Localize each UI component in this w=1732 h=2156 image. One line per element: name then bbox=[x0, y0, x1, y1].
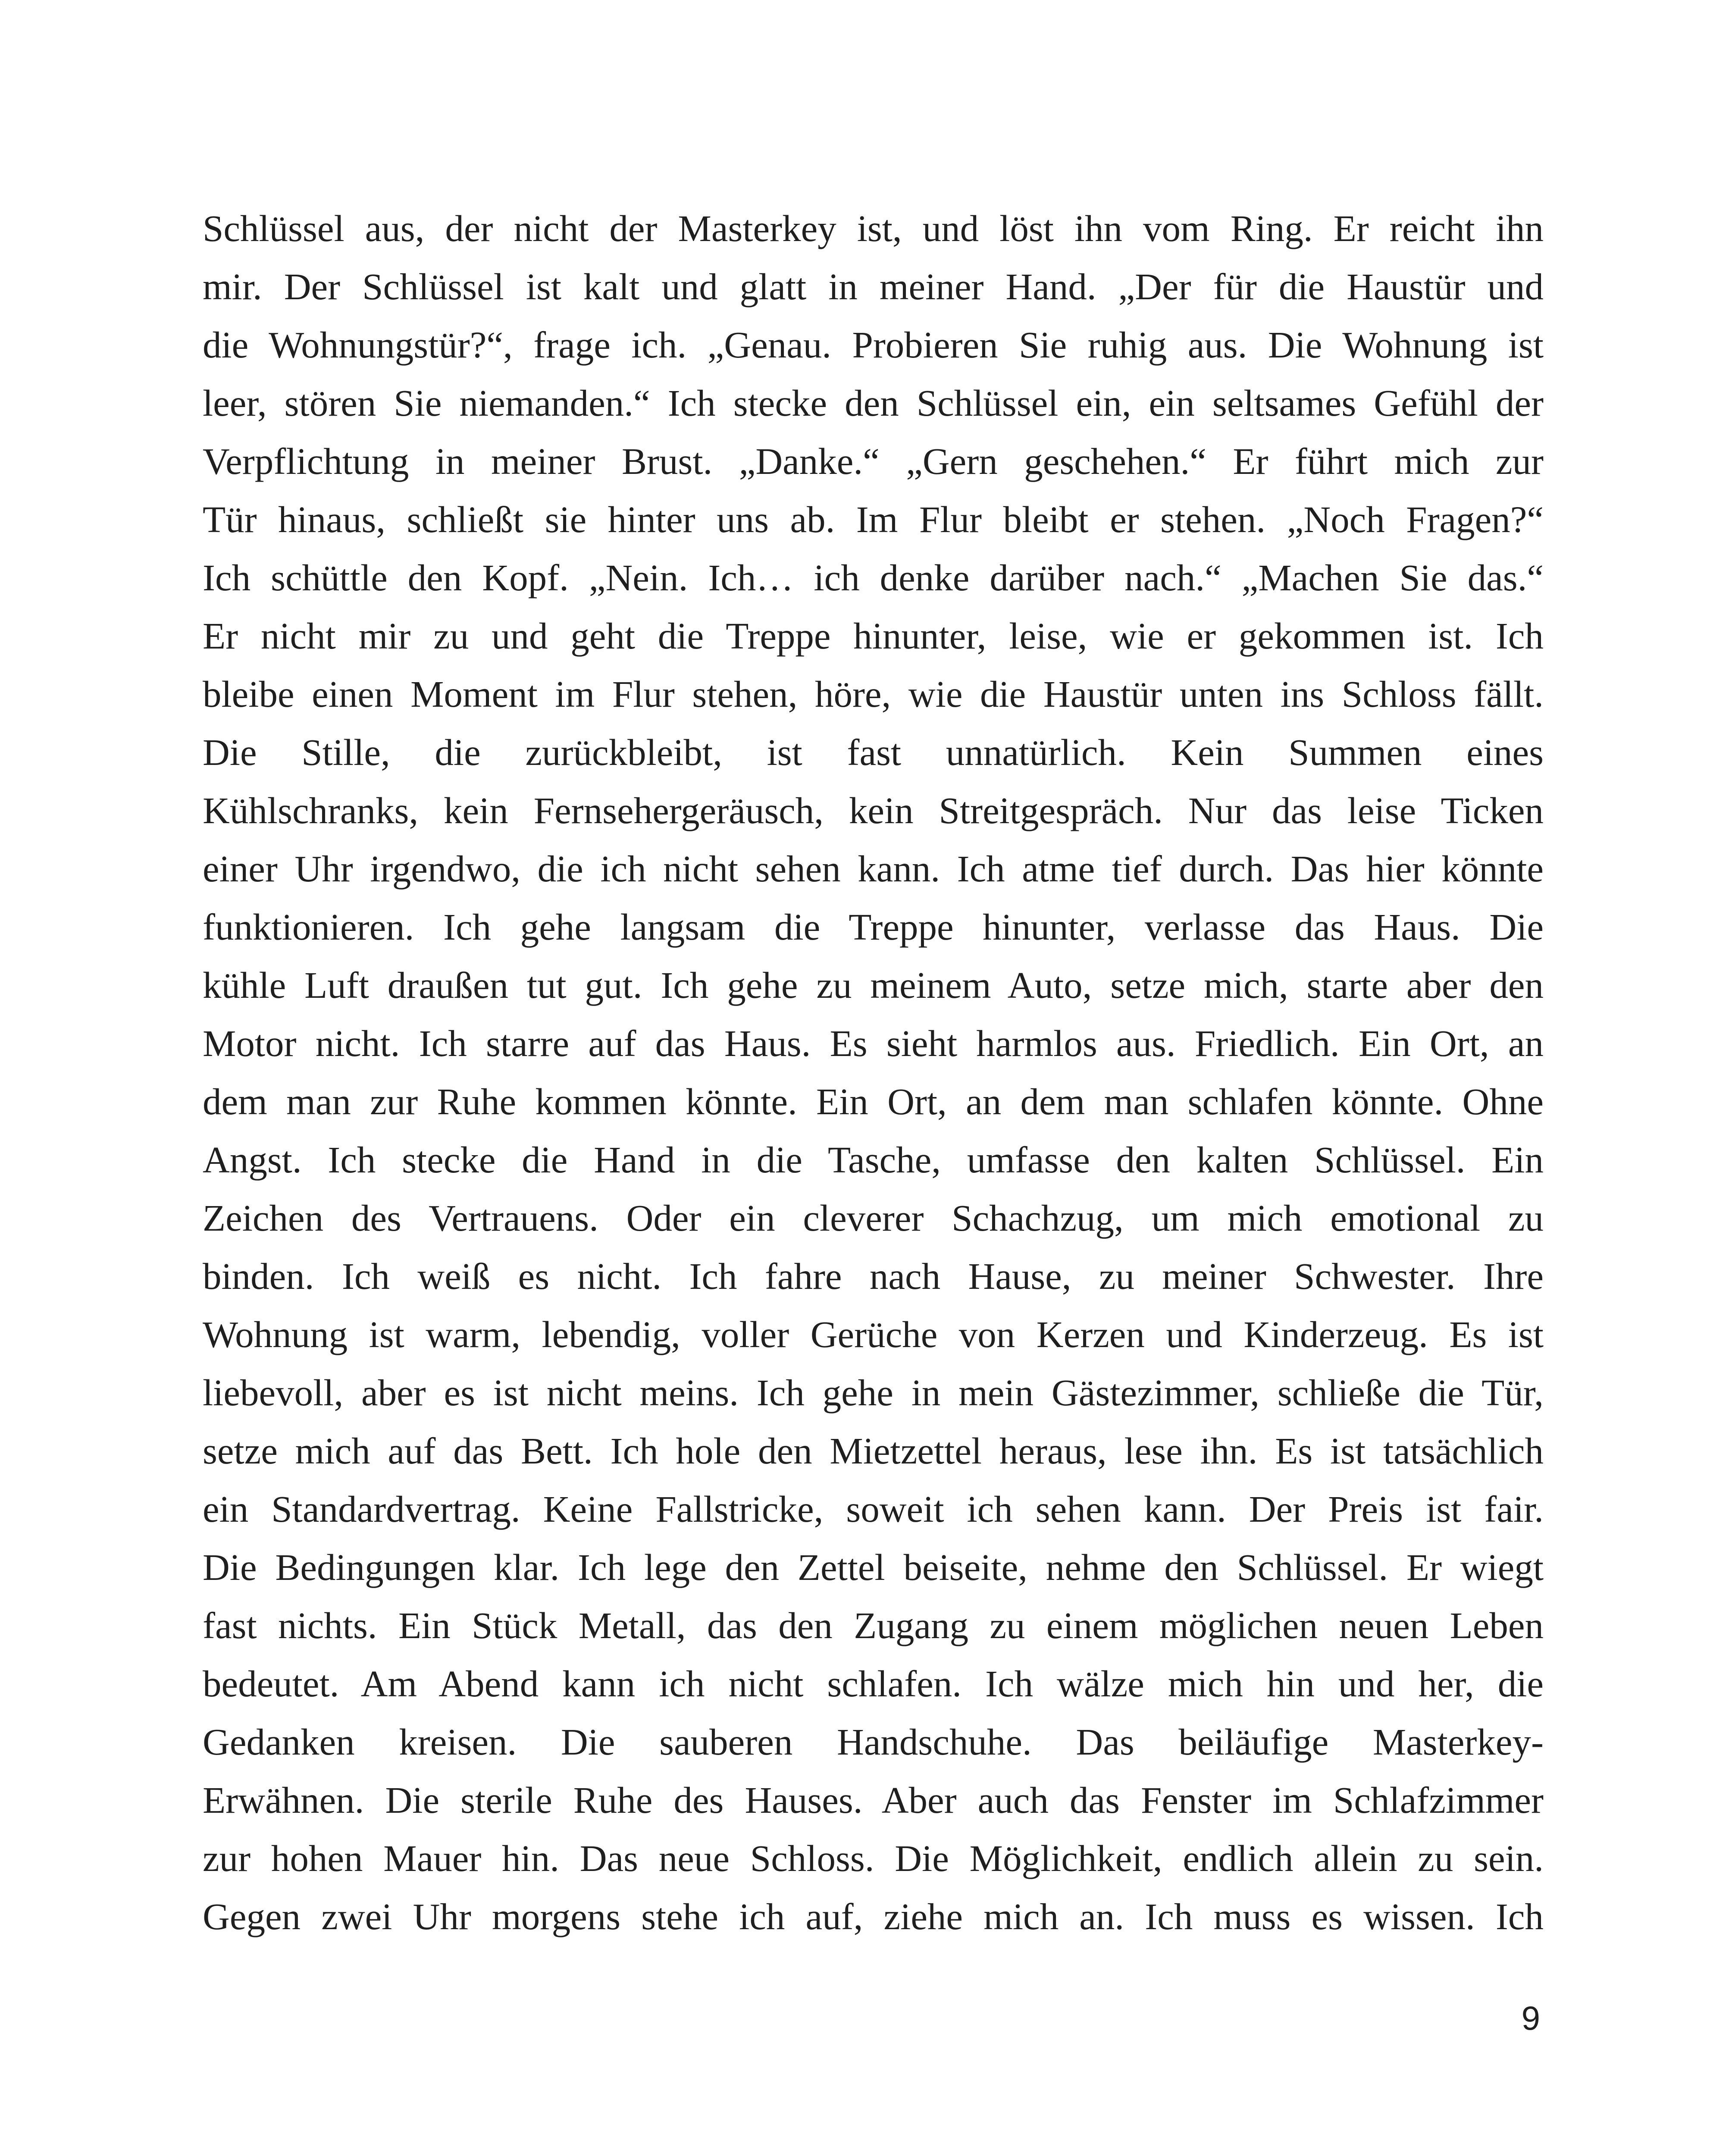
text-line: setze mich auf das Bett. Ich hole den Mietzettel heraus, lese ihn. Es ist tatsächlich bbox=[203, 1430, 1544, 1472]
text-line: Gegen zwei Uhr morgens stehe ich auf, ziehe mich an. Ich muss es wissen. Ich bbox=[203, 1896, 1544, 1937]
text-line: mir. Der Schlüssel ist kalt und glatt in meiner Hand. „Der für die Haustür und bbox=[203, 266, 1544, 307]
text-line: zur hohen Mauer hin. Das neue Schloss. Die Möglichkeit, endlich allein zu sein. bbox=[203, 1837, 1544, 1879]
page-number: 9 bbox=[1521, 1999, 1540, 2037]
text-line: binden. Ich weiß es nicht. Ich fahre nach Hause, zu meiner Schwester. Ihre bbox=[203, 1255, 1544, 1297]
text-line: liebevoll, aber es ist nicht meins. Ich gehe in mein Gästezimmer, schließe die Tür, bbox=[203, 1372, 1544, 1413]
text-line: Angst. Ich stecke die Hand in die Tasche, umfasse den kalten Schlüssel. Ein bbox=[203, 1139, 1544, 1181]
text-line: Die Stille, die zurückbleibt, ist fast unnatürlich. Kein Summen eines bbox=[203, 731, 1544, 773]
text-line: Erwähnen. Die sterile Ruhe des Hauses. Aber auch das Fenster im Schlafzimmer bbox=[203, 1779, 1544, 1821]
text-line: dem man zur Ruhe kommen könnte. Ein Ort, an dem man schlafen könnte. Ohne bbox=[203, 1081, 1544, 1122]
text-line: Gedanken kreisen. Die sauberen Handschuhe. Das beiläufige Masterkey- bbox=[203, 1721, 1544, 1763]
text-line: Ich schüttle den Kopf. „Nein. Ich… ich denke darüber nach.“ „Machen Sie das.“ bbox=[203, 557, 1544, 599]
text-line: Wohnung ist warm, lebendig, voller Gerüche von Kerzen und Kinderzeug. Es ist bbox=[203, 1313, 1544, 1355]
text-line: ein Standardvertrag. Keine Fallstricke, soweit ich sehen kann. Der Preis ist fair. bbox=[203, 1488, 1544, 1530]
text-line: Verpflichtung in meiner Brust. „Danke.“ „Gern geschehen.“ Er führt mich zur bbox=[203, 440, 1544, 482]
text-line: Schlüssel aus, der nicht der Masterkey ist, und löst ihn vom Ring. Er reicht ihn bbox=[203, 207, 1544, 249]
text-line: Die Bedingungen klar. Ich lege den Zettel beiseite, nehme den Schlüssel. Er wiegt bbox=[203, 1546, 1544, 1588]
text-line: die Wohnungstür?“, frage ich. „Genau. Probieren Sie ruhig aus. Die Wohnung ist bbox=[203, 324, 1544, 366]
text-line: Tür hinaus, schließt sie hinter uns ab. Im Flur bleibt er stehen. „Noch Fragen?“ bbox=[203, 498, 1544, 540]
text-line: funktionieren. Ich gehe langsam die Treppe hinunter, verlasse das Haus. Die bbox=[203, 906, 1544, 948]
text-line: Er nicht mir zu und geht die Treppe hinunter, leise, wie er gekommen ist. Ich bbox=[203, 615, 1544, 657]
text-line: kühle Luft draußen tut gut. Ich gehe zu meinem Auto, setze mich, starte aber den bbox=[203, 964, 1544, 1006]
text-line: bedeutet. Am Abend kann ich nicht schlafen. Ich wälze mich hin und her, die bbox=[203, 1663, 1544, 1705]
body-text bbox=[203, 199, 1544, 1946]
text-line: Zeichen des Vertrauens. Oder ein cleverer Schachzug, um mich emotional zu bbox=[203, 1197, 1544, 1239]
text-line: bleibe einen Moment im Flur stehen, höre, wie die Haustür unten ins Schloss fällt. bbox=[203, 673, 1544, 715]
text-line: Kühlschranks, kein Fernsehergeräusch, kein Streitgespräch. Nur das leise Ticken bbox=[203, 790, 1544, 831]
text-line: einer Uhr irgendwo, die ich nicht sehen kann. Ich atme tief durch. Das hier könnte bbox=[203, 848, 1544, 890]
text-line: Motor nicht. Ich starre auf das Haus. Es sieht harmlos aus. Friedlich. Ein Ort, an bbox=[203, 1022, 1544, 1064]
text-line: fast nichts. Ein Stück Metall, das den Zugang zu einem möglichen neuen Leben bbox=[203, 1604, 1544, 1646]
text-line: leer, stören Sie niemanden.“ Ich stecke den Schlüssel ein, ein seltsames Gefühl der bbox=[203, 382, 1544, 424]
